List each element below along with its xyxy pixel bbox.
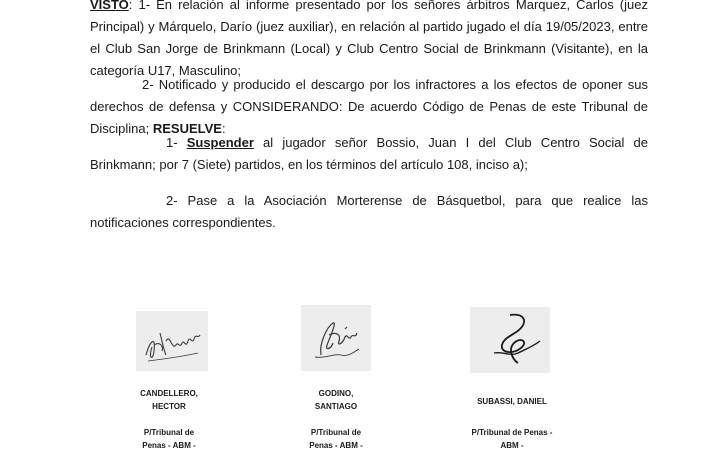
considerando-paragraph (90, 74, 648, 140)
resolution-1-number: 1- (166, 135, 187, 150)
resolution-2-paragraph (90, 190, 648, 234)
name-line: SANTIAGO (314, 402, 358, 411)
resuelve-label: RESUELVE (152, 121, 222, 136)
name-line: HECTOR (152, 402, 186, 411)
name-line: CANDELLERO, (140, 389, 198, 398)
role-line: Penas - ABM - (142, 441, 196, 450)
signature-image-godino (301, 305, 371, 371)
role-line: Penas - ABM - (309, 441, 363, 450)
signature-role-subassi (442, 426, 582, 452)
role-line: P/Tribunal de (310, 428, 362, 437)
signature-name-candellero (99, 387, 239, 413)
signature-scribble-subassi (470, 307, 550, 373)
signature-image-subassi (470, 307, 550, 373)
role-line: P/Tribunal de (143, 428, 195, 437)
signature-name-subassi (442, 395, 582, 408)
suspender-label: Suspender (186, 135, 254, 150)
signature-image-candellero (136, 311, 208, 371)
visto-label: VISTO (90, 0, 129, 12)
role-line: ABM - (500, 441, 524, 450)
visto-text: : 1- En relación al informe presentado por los señores árbitros Marquez, Carlos (juez Principal) y Márquelo, Darío (juez auxiliar), en relación al partido jugado el día 19/05/2023, entre el Club San Jorge de Brinkmann (Local) y Club Centro Social de Brinkmann (Visitante), en la categoría U17, Masculino; (90, 0, 648, 78)
resolution-1-paragraph (90, 132, 648, 176)
name-line: SUBASSI, DANIEL (477, 397, 547, 406)
resolution-2-text: 2- Pase a la Asociación Morterense de Básquetbol, para que realice las notificaciones correspondientes. (90, 193, 648, 230)
signature-scribble-candellero (136, 311, 208, 371)
signature-scribble-godino (301, 305, 371, 371)
signature-role-godino (266, 426, 406, 452)
visto-paragraph (90, 0, 648, 82)
name-line: GODINO, (318, 389, 354, 398)
signature-name-godino (266, 387, 406, 413)
considerando-text: 2- Notificado y producido el descargo por los infractores a los efectos de oponer sus derechos de defensa y CONSIDERANDO: De acuerdo Código de Penas de este Tribunal de Disciplina; (90, 77, 648, 136)
resolution-1-text: al jugador señor Bossio, Juan I del Club Centro Social de Brinkmann; por 7 (Siete) partidos, en los términos del artículo 108, inciso a); (90, 135, 649, 172)
resuelve-colon: : (221, 121, 226, 136)
role-line: P/Tribunal de Penas - (471, 428, 553, 437)
signature-role-candellero (99, 426, 239, 452)
